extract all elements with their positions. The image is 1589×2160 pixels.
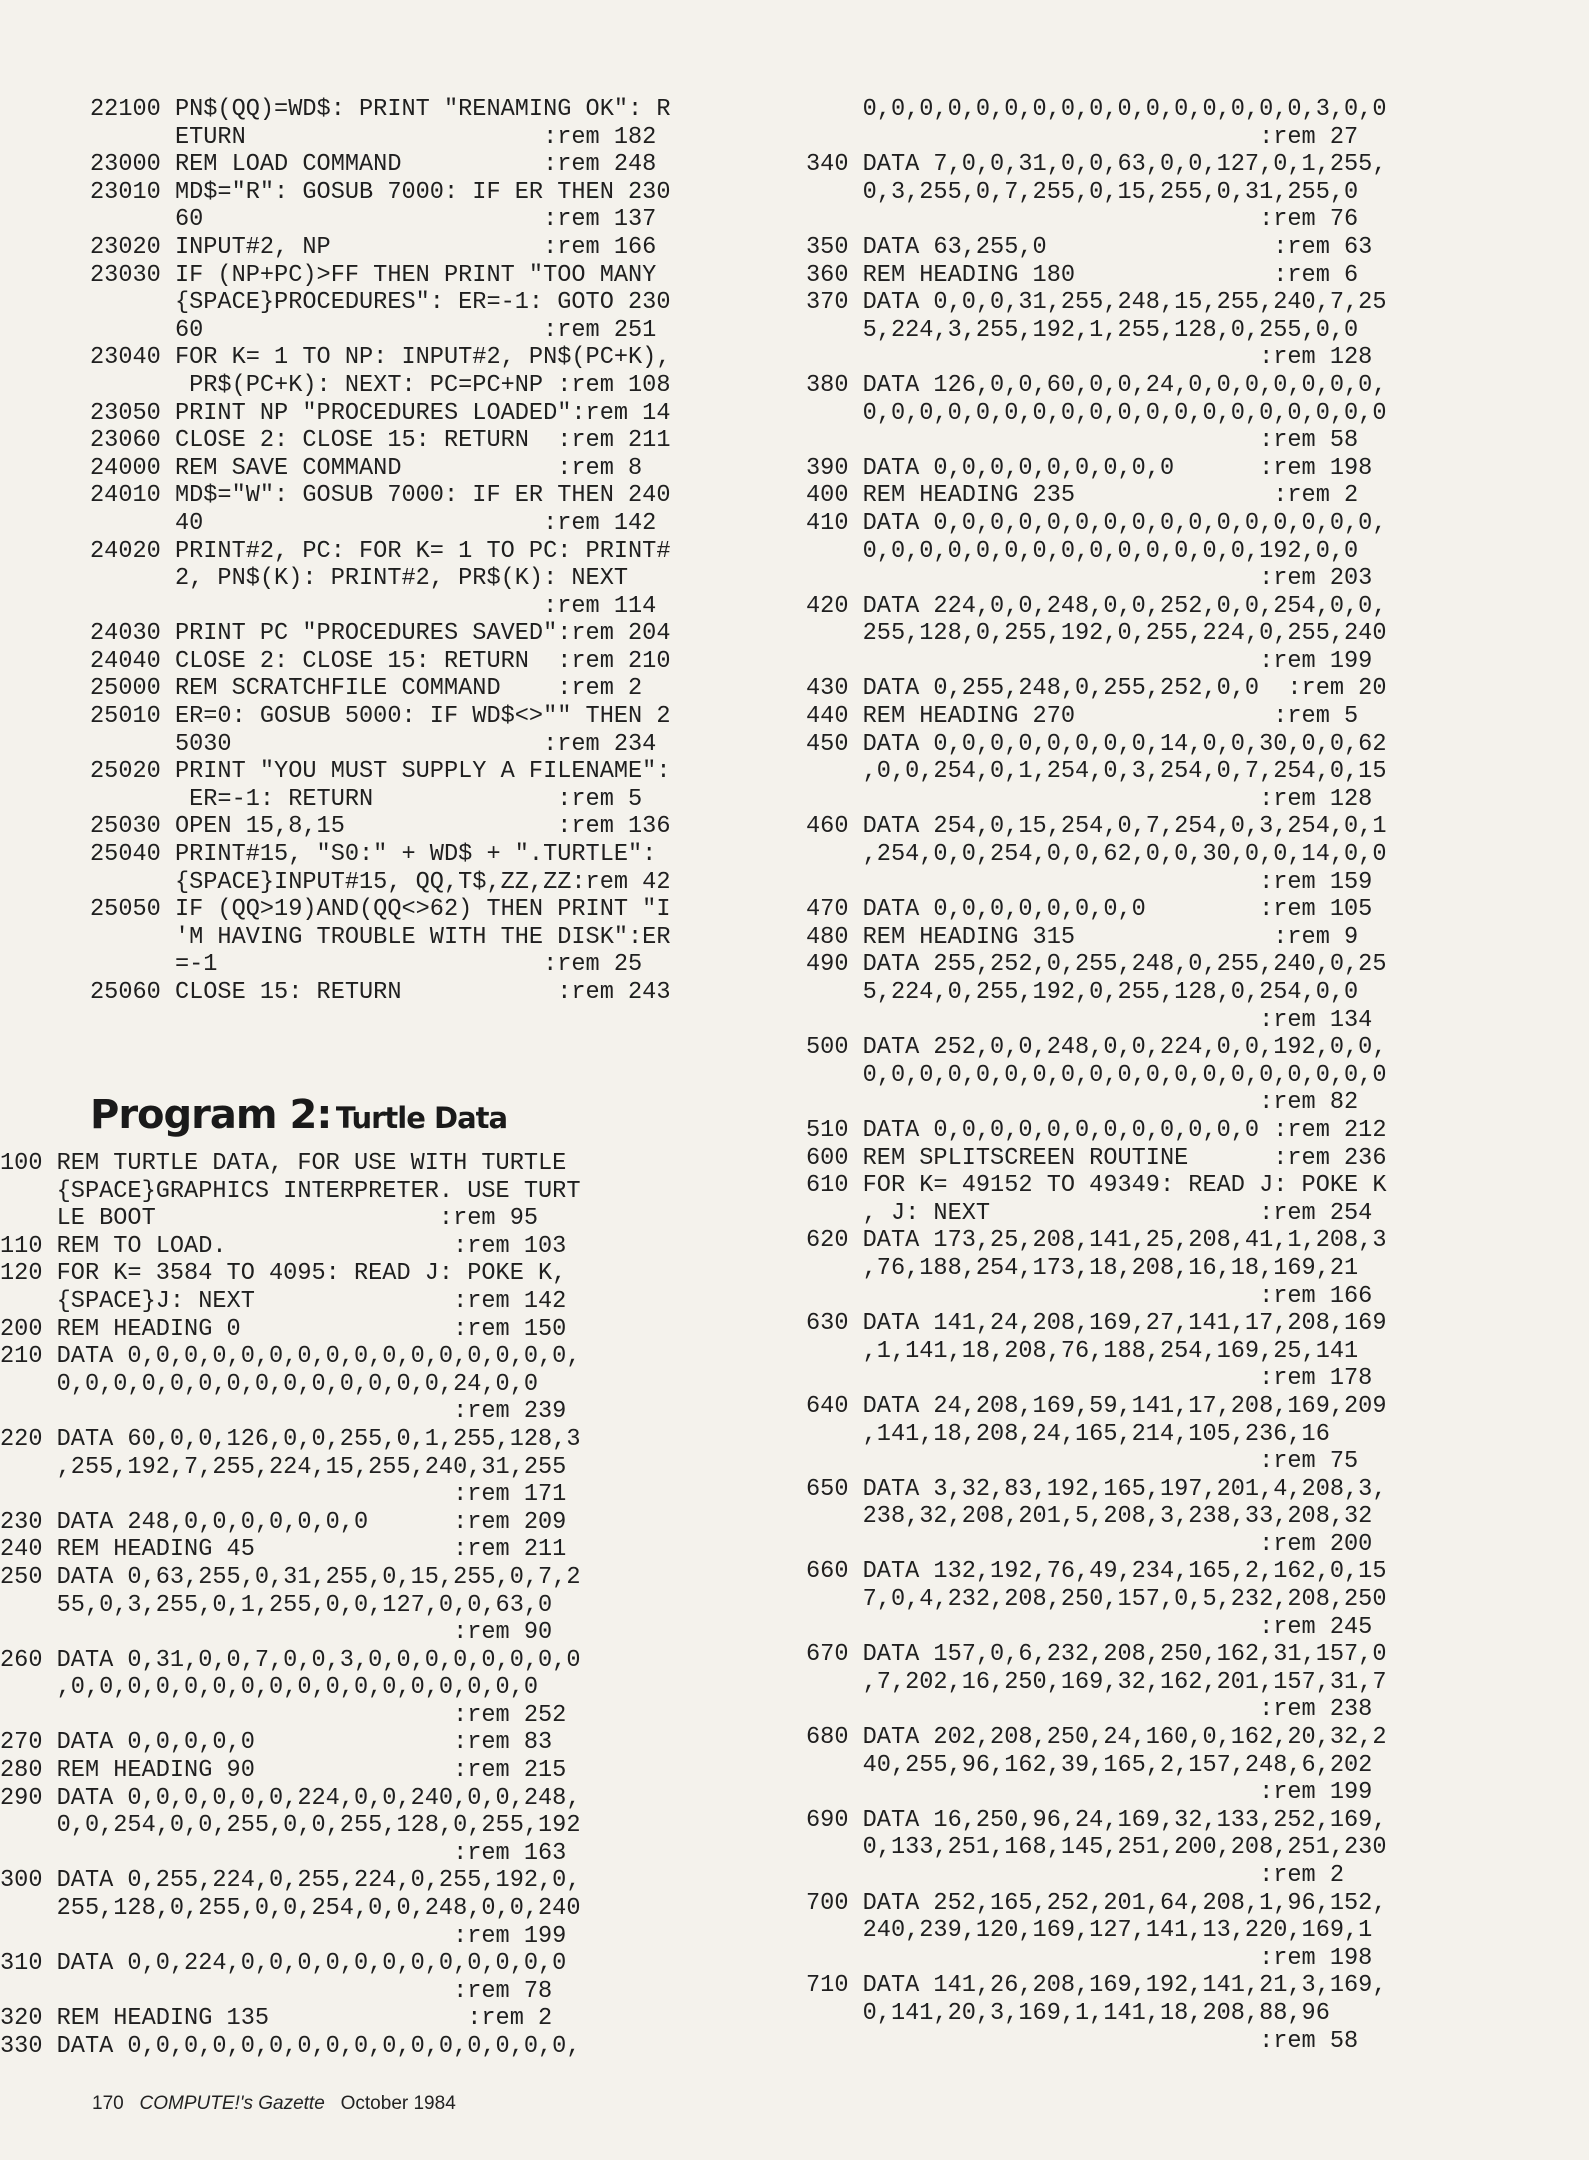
code-line: 40,255,96,162,39,165,2,157,248,6,202 xyxy=(806,1751,1373,1779)
code-line: 24020 PRINT#2, PC: FOR K= 1 TO PC: PRINT# xyxy=(90,537,671,565)
code-line: ,254,0,0,254,0,0,62,0,0,30,0,0,14,0,0 xyxy=(806,841,1387,869)
code-line: 420 DATA 224,0,0,248,0,0,252,0,0,254,0,0, xyxy=(806,592,1387,620)
code-line: ER=-1: RETURN :rem 5 xyxy=(90,785,643,813)
code-line: 238,32,208,201,5,208,3,238,33,208,32 xyxy=(806,1503,1373,1531)
code-line: 280 REM HEADING 90 :rem 215 xyxy=(0,1757,567,1785)
code-line: {SPACE}INPUT#15, QQ,T$,ZZ,ZZ:rem 42 xyxy=(90,868,671,896)
code-line: 0,0,0,0,0,0,0,0,0,0,0,0,0,0,192,0,0 xyxy=(806,537,1359,565)
code-line: 25050 IF (QQ>19)AND(QQ<>62) THEN PRINT "I xyxy=(90,896,671,924)
code-line: 310 DATA 0,0,224,0,0,0,0,0,0,0,0,0,0,0,0 xyxy=(0,1950,567,1978)
code-line: :rem 78 xyxy=(0,1977,553,2005)
code-line: 330 DATA 0,0,0,0,0,0,0,0,0,0,0,0,0,0,0,0, xyxy=(0,2033,581,2060)
code-line: :rem 90 xyxy=(0,1619,553,1647)
code-line: 23030 IF (NP+PC)>FF THEN PRINT "TOO MANY xyxy=(90,261,657,289)
code-line: 260 DATA 0,31,0,0,7,0,0,3,0,0,0,0,0,0,0,0 xyxy=(0,1646,581,1674)
code-line: 40 :rem 142 xyxy=(90,509,657,537)
code-line: 300 DATA 0,255,224,0,255,224,0,255,192,0, xyxy=(0,1867,581,1895)
code-line: :rem 58 xyxy=(806,2027,1359,2055)
code-line: 23040 FOR K= 1 TO NP: INPUT#2, PN$(PC+K), xyxy=(90,344,671,372)
code-line: :rem 159 xyxy=(806,868,1373,896)
code-line: 24030 PRINT PC "PROCEDURES SAVED":rem 204 xyxy=(90,620,671,648)
code-line: 460 DATA 254,0,15,254,0,7,254,0,3,254,0,1 xyxy=(806,813,1387,841)
code-line: :rem 239 xyxy=(0,1398,567,1426)
listing-program-2-part-2 xyxy=(806,96,1387,2055)
issue-date: October 1984 xyxy=(340,2093,456,2114)
code-line: :rem 238 xyxy=(806,1696,1373,1724)
code-line: 390 DATA 0,0,0,0,0,0,0,0,0 :rem 198 xyxy=(806,454,1373,482)
code-line: 0,0,254,0,0,255,0,0,255,128,0,255,192 xyxy=(0,1812,581,1840)
code-line: ,7,202,16,250,169,32,162,201,157,31,7 xyxy=(806,1668,1387,1696)
code-line: 7,0,4,232,208,250,157,0,5,232,208,250 xyxy=(806,1586,1387,1614)
listing-program-2-part-1 xyxy=(0,1150,581,2061)
code-line: :rem 199 xyxy=(806,1779,1373,1807)
code-line: 5,224,3,255,192,1,255,128,0,255,0,0 xyxy=(806,316,1359,344)
code-line: 650 DATA 3,32,83,192,165,197,201,4,208,3, xyxy=(806,1475,1387,1503)
code-line: {SPACE}GRAPHICS INTERPRETER. USE TURT xyxy=(0,1177,581,1205)
code-line: 23050 PRINT NP "PROCEDURES LOADED":rem 14 xyxy=(90,399,671,427)
code-line: ,0,0,0,0,0,0,0,0,0,0,0,0,0,0,0,0,0 xyxy=(0,1674,539,1702)
magazine-title: COMPUTE!'s Gazette xyxy=(139,2093,325,2114)
code-line: 120 FOR K= 3584 TO 4095: READ J: POKE K, xyxy=(0,1260,567,1288)
code-line: :rem 75 xyxy=(806,1448,1359,1476)
code-line: 0,133,251,168,145,251,200,208,251,230 xyxy=(806,1834,1387,1862)
code-line: 670 DATA 157,0,6,232,208,250,162,31,157,0 xyxy=(806,1641,1387,1669)
code-line: 480 REM HEADING 315 :rem 9 xyxy=(806,923,1359,951)
code-line: 25040 PRINT#15, "S0:" + WD$ + ".TURTLE": xyxy=(90,841,657,869)
code-line: 400 REM HEADING 235 :rem 2 xyxy=(806,482,1359,510)
code-line: 490 DATA 255,252,0,255,248,0,255,240,0,25 xyxy=(806,951,1387,979)
code-line: :rem 114 xyxy=(90,592,657,620)
code-line: 660 DATA 132,192,76,49,234,165,2,162,0,15 xyxy=(806,1558,1387,1586)
code-line: 0,3,255,0,7,255,0,15,255,0,31,255,0 xyxy=(806,178,1359,206)
code-line: 680 DATA 202,208,250,24,160,0,162,20,32,2 xyxy=(806,1724,1387,1752)
code-line: 100 REM TURTLE DATA, FOR USE WITH TURTLE xyxy=(0,1150,567,1177)
code-line: =-1 :rem 25 xyxy=(90,951,643,979)
code-line: 255,128,0,255,0,0,254,0,0,248,0,0,240 xyxy=(0,1895,581,1923)
code-line: 220 DATA 60,0,0,126,0,0,255,0,1,255,128,3 xyxy=(0,1425,581,1453)
code-line: :rem 171 xyxy=(0,1481,567,1509)
code-line: 470 DATA 0,0,0,0,0,0,0,0 :rem 105 xyxy=(806,896,1373,924)
code-line: :rem 199 xyxy=(806,647,1373,675)
code-line: {SPACE}PROCEDURES": ER=-1: GOTO 230 xyxy=(90,289,671,317)
code-line: :rem 128 xyxy=(806,344,1373,372)
code-line: PR$(PC+K): NEXT: PC=PC+NP :rem 108 xyxy=(90,371,671,399)
code-line: 0,0,0,0,0,0,0,0,0,0,0,0,0,0,0,0,0,0,0 xyxy=(806,1061,1387,1089)
code-line: 240,239,120,169,127,141,13,220,169,1 xyxy=(806,1917,1373,1945)
code-line: 25010 ER=0: GOSUB 5000: IF WD$<>"" THEN 2 xyxy=(90,703,671,731)
code-line: 230 DATA 248,0,0,0,0,0,0,0 :rem 209 xyxy=(0,1508,567,1536)
code-line: 360 REM HEADING 180 :rem 6 xyxy=(806,261,1359,289)
code-line: 'M HAVING TROUBLE WITH THE DISK":ER xyxy=(90,923,671,951)
code-line: 55,0,3,255,0,1,255,0,0,127,0,0,63,0 xyxy=(0,1591,553,1619)
code-line: ,0,0,254,0,1,254,0,3,254,0,7,254,0,15 xyxy=(806,758,1387,786)
code-line: 0,141,20,3,169,1,141,18,208,88,96 xyxy=(806,1999,1330,2027)
code-line: 24000 REM SAVE COMMAND :rem 8 xyxy=(90,454,643,482)
code-line: :rem 2 xyxy=(806,1862,1345,1889)
code-line: 60 :rem 137 xyxy=(90,206,657,234)
code-line: ETURN :rem 182 xyxy=(90,123,657,151)
code-line: 0,0,0,0,0,0,0,0,0,0,0,0,0,0,24,0,0 xyxy=(0,1370,539,1398)
code-line: 210 DATA 0,0,0,0,0,0,0,0,0,0,0,0,0,0,0,0, xyxy=(0,1343,581,1371)
code-line: 290 DATA 0,0,0,0,0,0,224,0,0,240,0,0,248, xyxy=(0,1784,581,1812)
code-line: 5,224,0,255,192,0,255,128,0,254,0,0 xyxy=(806,979,1359,1006)
code-line: ,76,188,254,173,18,208,16,18,169,21 xyxy=(806,1254,1359,1282)
code-line: 500 DATA 252,0,0,248,0,0,224,0,0,192,0,0, xyxy=(806,1034,1387,1062)
code-line: 410 DATA 0,0,0,0,0,0,0,0,0,0,0,0,0,0,0,0, xyxy=(806,509,1387,537)
code-line: 25060 CLOSE 15: RETURN :rem 243 xyxy=(90,979,671,1006)
code-line: :rem 198 xyxy=(806,1944,1373,1972)
code-line: 610 FOR K= 49152 TO 49349: READ J: POKE K xyxy=(806,1172,1387,1200)
listing-program-1-continued xyxy=(90,96,671,1007)
code-line: 23060 CLOSE 2: CLOSE 15: RETURN :rem 211 xyxy=(90,427,671,455)
code-line: 25000 REM SCRATCHFILE COMMAND :rem 2 xyxy=(90,675,643,703)
code-line: , J: NEXT :rem 254 xyxy=(806,1199,1373,1227)
code-line: :rem 82 xyxy=(806,1089,1359,1117)
code-line: 440 REM HEADING 270 :rem 5 xyxy=(806,703,1359,731)
page-number: 170 xyxy=(92,2093,124,2114)
code-line: 23020 INPUT#2, NP :rem 166 xyxy=(90,233,657,261)
code-line: 380 DATA 126,0,0,60,0,0,24,0,0,0,0,0,0,0, xyxy=(806,371,1387,399)
code-line: 240 REM HEADING 45 :rem 211 xyxy=(0,1536,567,1564)
code-line: :rem 199 xyxy=(0,1922,567,1950)
code-line: 450 DATA 0,0,0,0,0,0,0,0,14,0,0,30,0,0,62 xyxy=(806,730,1387,758)
code-line: 24010 MD$="W": GOSUB 7000: IF ER THEN 240 xyxy=(90,482,671,510)
code-line: 690 DATA 16,250,96,24,169,32,133,252,169, xyxy=(806,1806,1387,1834)
code-line: 430 DATA 0,255,248,0,255,252,0,0 :rem 20 xyxy=(806,675,1387,703)
code-line: :rem 252 xyxy=(0,1701,567,1729)
code-line: 700 DATA 252,165,252,201,64,208,1,96,152, xyxy=(806,1889,1387,1917)
code-line: 255,128,0,255,192,0,255,224,0,255,240 xyxy=(806,620,1387,648)
code-line: :rem 245 xyxy=(806,1613,1373,1641)
code-line: 370 DATA 0,0,0,31,255,248,15,255,240,7,25 xyxy=(806,289,1387,317)
code-line: 22100 PN$(QQ)=WD$: PRINT "RENAMING OK": R xyxy=(90,96,671,123)
code-line: 270 DATA 0,0,0,0,0 :rem 83 xyxy=(0,1729,553,1757)
code-line: 710 DATA 141,26,208,169,192,141,21,3,169, xyxy=(806,1972,1387,2000)
code-line: 2, PN$(K): PRINT#2, PR$(K): NEXT xyxy=(90,565,629,593)
code-line: {SPACE}J: NEXT :rem 142 xyxy=(0,1287,567,1315)
page-footer xyxy=(92,2093,456,2115)
code-line: 25030 OPEN 15,8,15 :rem 136 xyxy=(90,813,671,841)
code-line: 23000 REM LOAD COMMAND :rem 248 xyxy=(90,151,657,179)
code-line: :rem 166 xyxy=(806,1282,1373,1310)
program-2-heading xyxy=(90,1092,507,1138)
code-line: 0,0,0,0,0,0,0,0,0,0,0,0,0,0,0,0,3,0,0 xyxy=(806,96,1387,123)
code-line: :rem 134 xyxy=(806,1006,1373,1034)
code-line: 340 DATA 7,0,0,31,0,0,63,0,0,127,0,1,255, xyxy=(806,151,1387,179)
program-number: Program 2: xyxy=(90,1092,332,1138)
code-line: LE BOOT :rem 95 xyxy=(0,1205,539,1233)
code-line: 600 REM SPLITSCREEN ROUTINE :rem 236 xyxy=(806,1144,1387,1172)
code-line: 620 DATA 173,25,208,141,25,208,41,1,208,3 xyxy=(806,1227,1387,1255)
code-line: 350 DATA 63,255,0 :rem 63 xyxy=(806,233,1373,261)
code-line: 200 REM HEADING 0 :rem 150 xyxy=(0,1315,567,1343)
code-line: :rem 200 xyxy=(806,1530,1373,1558)
code-line: 25020 PRINT "YOU MUST SUPPLY A FILENAME": xyxy=(90,758,671,786)
code-line: 5030 :rem 234 xyxy=(90,730,657,758)
code-line: 320 REM HEADING 135 :rem 2 xyxy=(0,2005,553,2033)
program-title: Turtle Data xyxy=(335,1101,508,1135)
code-line: 640 DATA 24,208,169,59,141,17,208,169,209 xyxy=(806,1392,1387,1420)
code-line: :rem 163 xyxy=(0,1839,567,1867)
code-line: :rem 178 xyxy=(806,1365,1373,1393)
code-line: ,255,192,7,255,224,15,255,240,31,255 xyxy=(0,1453,567,1481)
code-line: ,141,18,208,24,165,214,105,236,16 xyxy=(806,1420,1330,1448)
code-line: 110 REM TO LOAD. :rem 103 xyxy=(0,1232,567,1260)
code-line: 630 DATA 141,24,208,169,27,141,17,208,169 xyxy=(806,1310,1387,1338)
code-line: :rem 203 xyxy=(806,565,1373,593)
code-line: ,1,141,18,208,76,188,254,169,25,141 xyxy=(806,1337,1359,1365)
code-line: 510 DATA 0,0,0,0,0,0,0,0,0,0,0,0 :rem 212 xyxy=(806,1116,1387,1144)
code-line: 0,0,0,0,0,0,0,0,0,0,0,0,0,0,0,0,0,0,0 xyxy=(806,399,1387,427)
code-line: 250 DATA 0,63,255,0,31,255,0,15,255,0,7,2 xyxy=(0,1563,581,1591)
code-line: 60 :rem 251 xyxy=(90,316,657,344)
code-line: :rem 27 xyxy=(806,123,1359,151)
code-line: :rem 128 xyxy=(806,785,1373,813)
code-line: 24040 CLOSE 2: CLOSE 15: RETURN :rem 210 xyxy=(90,647,671,675)
code-line: 23010 MD$="R": GOSUB 7000: IF ER THEN 230 xyxy=(90,178,671,206)
code-line: :rem 76 xyxy=(806,206,1359,234)
code-line: :rem 58 xyxy=(806,427,1359,455)
